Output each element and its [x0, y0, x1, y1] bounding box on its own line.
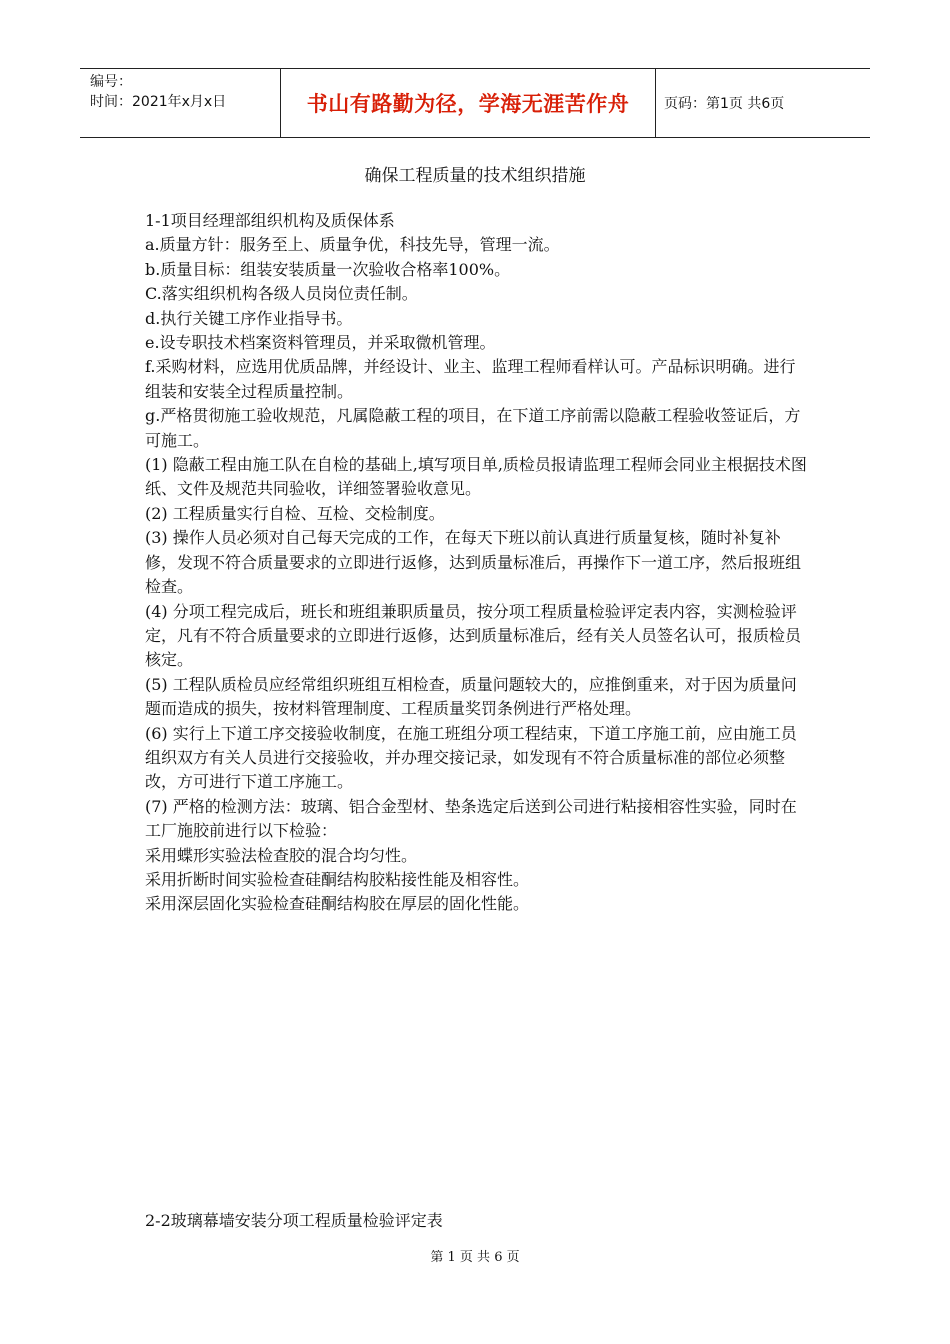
paragraph: g.严格贯彻施工验收规范，凡属隐蔽工程的项目，在下道工序前需以隐蔽工程验收签证后，方可施工。 [145, 406, 801, 450]
paragraph: d.执行关键工序作业指导书。 [145, 308, 353, 328]
page-footer: 第 1 页 共 6 页 [430, 1250, 520, 1265]
document-body [145, 209, 810, 917]
paragraph: (3) 操作人员必须对自己每天完成的工作，在每天下班以前认真进行质量复核，随时补复补修，发现不符合质量要求的立即进行返修，达到质量标准后，再操作下一道工序，然后报班组检查。 [145, 528, 802, 597]
paragraph: (1) 隐蔽工程由施工队在自检的基础上,填写项目单,质检员报请监理工程师会同业主根据技术图纸、文件及规范共同验收，详细签署验收意见。 [145, 455, 807, 499]
date-label: 时间：2021年x月x日 [90, 94, 227, 110]
paragraph: a.质量方针：服务至上、质量争优，科技先导，管理一流。 [145, 235, 560, 255]
paragraph: e.设专职技术档案资料管理员，并采取微机管理。 [145, 333, 496, 353]
paragraph: f.采购材料，应选用优质品牌，并经设计、业主、监理工程师看样认可。产品标识明确。进行组装和安装全过程质量控制。 [145, 357, 796, 401]
document-title: 确保工程质量的技术组织措施 [364, 166, 586, 186]
paragraph: 采用深层固化实验检查硅酮结构胶在厚层的固化性能。 [145, 894, 530, 914]
section-2-title: 2-2玻璃幕墙安装分项工程质量检验评定表 [145, 1211, 443, 1230]
number-label: 编号： [90, 74, 132, 90]
header-page-info: 页码：第1页 共6页 [664, 96, 785, 112]
paragraph: (7) 严格的检测方法：玻璃、铝合金型材、垫条选定后送到公司进行粘接相容性实验，同时在工厂施胶前进行以下检验： [145, 796, 797, 841]
header-meta [80, 69, 280, 137]
paragraph: 采用折断时间实验检查硅酮结构胶粘接性能及相容性。 [145, 869, 530, 889]
paragraph: (6) 实行上下道工序交接验收制度，在施工班组分项工程结束，下道工序施工前，应由施工员组织双方有关人员进行交接验收，并办理交接记录，如发现有不符合质量标准的部位必须整改，方可进行下道工序施工。 [145, 723, 797, 792]
paragraph: (4) 分项工程完成后，班长和班组兼职质量员，按分项工程质量检验评定表内容，实测检验评定，凡有不符合质量要求的立即进行返修，达到质量标准后，经有关人员签名认可，报质检员核定。 [145, 601, 802, 670]
paragraph: (5) 工程队质检员应经常组织班组互相检查，质量问题较大的，应推倒重来，对于因为质量问题而造成的损失，按材料管理制度、工程质量奖罚条例进行严格处理。 [145, 674, 797, 719]
paragraph: b.质量目标：组装安装质量一次验收合格率100%。 [145, 259, 511, 279]
paragraph: (2) 工程质量实行自检、互检、交检制度。 [145, 503, 445, 523]
header-motto: 书山有路勤为径，学海无涯苦作舟 [280, 69, 656, 137]
paragraph: 采用蝶形实验法检查胶的混合均匀性。 [145, 845, 418, 865]
paragraph: 1-1项目经理部组织机构及质保体系 [145, 211, 395, 230]
paragraph: C.落实组织机构各级人员岗位责任制。 [145, 284, 418, 304]
page-header [80, 68, 870, 138]
